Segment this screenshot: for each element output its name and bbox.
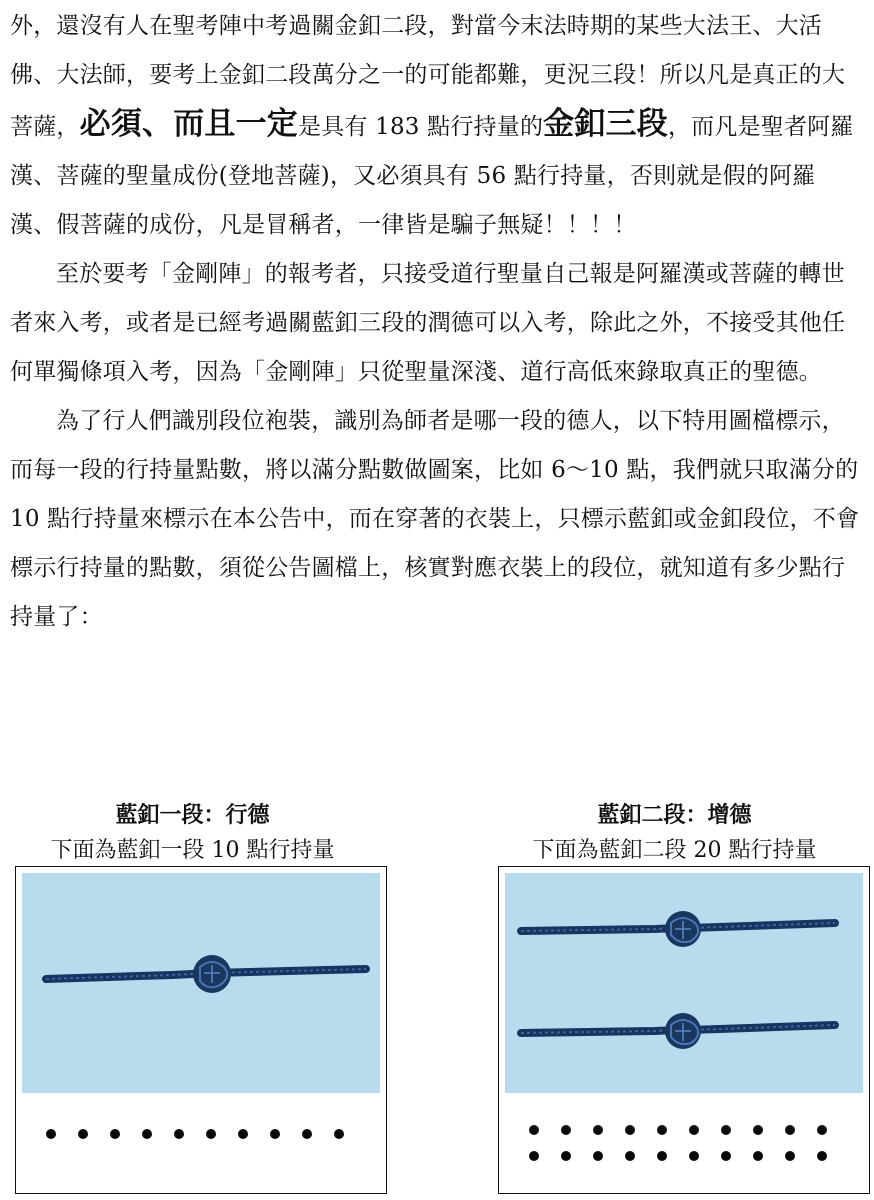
point-dot [721, 1151, 731, 1161]
point-dot [561, 1151, 571, 1161]
point-dot [561, 1125, 571, 1135]
point-dot [657, 1125, 667, 1135]
panel-1-frame [15, 866, 387, 1194]
point-dot [174, 1129, 184, 1139]
paragraph-2: 至於要考「金剛陣」的報考者，只接受道行聖量自己報是阿羅漢或菩薩的轉世者來入考，或者是已經考過關藍釦三段的潤德可以入考，除此之外，不接受其他任何單獨條項入考，因為「金剛陣」只從聖量深淺、道行高低來錄取真正的聖德。 [10, 261, 846, 385]
knot-cord-1 [521, 911, 835, 947]
point-dot [206, 1129, 216, 1139]
point-dot [142, 1129, 152, 1139]
panel-2-title: 藍釦二段：增德 [597, 802, 752, 828]
p1-emphasis-gold-3: 金釦三段 [543, 106, 668, 142]
point-dot [238, 1129, 248, 1139]
paragraph-3: 為了行人們識別段位袍裝，識別為師者是哪一段的德人，以下特用圖檔標示，而每一段的行持量點數，將以滿分點數做圖案，比如 6～10 點，我們就只取滿分的 10 點行持量來標示在本公告中，而在穿著的衣裝上，只標示藍釦或金釦段位，不會標示行持量的點數，須從公告圖檔上，核實對應衣裝上的段位，就知道有多少點行持量了： [10, 408, 860, 630]
point-dot [625, 1125, 635, 1135]
panel-2-subtitle: 下面為藍釦二段 20 點行持量 [532, 838, 817, 863]
point-dot [689, 1125, 699, 1135]
point-dot [593, 1151, 603, 1161]
point-dot [689, 1151, 699, 1161]
point-dot [46, 1129, 56, 1139]
point-dot [270, 1129, 280, 1139]
panel-2-frame [498, 866, 870, 1194]
panel-1-subtitle: 下面為藍釦一段 10 點行持量 [50, 838, 335, 863]
point-dot [817, 1151, 827, 1161]
p1-text-a: 外，還沒有人在聖考陣中考過關金釦二段，對當今末法時期的某些大法王、大活佛、大法師，要考上金釦二段萬分之一的可能都難，更況三段！所以凡是真正的大菩薩， [10, 13, 846, 140]
panel-2-cord-photo [505, 873, 863, 1093]
p1-emphasis-must: 必須、而且一定 [79, 106, 299, 142]
point-dot [302, 1129, 312, 1139]
point-dot [785, 1151, 795, 1161]
panel-1-title: 藍釦一段：行德 [115, 802, 270, 828]
point-dot [110, 1129, 120, 1139]
point-dot [657, 1151, 667, 1161]
knot-cord-2 [521, 1013, 835, 1049]
point-dot [721, 1125, 731, 1135]
point-dot [785, 1125, 795, 1135]
point-dot [334, 1129, 344, 1139]
paragraph-1 [10, 2, 860, 250]
point-dot [78, 1129, 88, 1139]
cord-illustration-1 [22, 873, 380, 1093]
cord-illustration-2 [505, 873, 863, 1093]
point-dot [753, 1151, 763, 1161]
article-body [10, 2, 860, 642]
p1-text-e: ，而凡是聖者阿羅漢、菩薩的聖量成份(登地菩薩)，又必須具有 56 點行持量，否則就是假的阿羅漢、假菩薩的成份，凡是冒稱者，一律皆是騙子無疑！！！！ [10, 114, 854, 238]
point-dot [529, 1151, 539, 1161]
point-dot [753, 1125, 763, 1135]
point-dot [593, 1125, 603, 1135]
knot-cord-1 [46, 955, 366, 993]
point-dot [817, 1125, 827, 1135]
point-dot [529, 1125, 539, 1135]
point-dot [625, 1151, 635, 1161]
panel-1-points [16, 1129, 386, 1141]
panel-1-cord-photo [22, 873, 380, 1093]
panel-2-points [499, 1125, 869, 1165]
p1-text-c: 是具有 183 點行持量的 [298, 114, 544, 140]
